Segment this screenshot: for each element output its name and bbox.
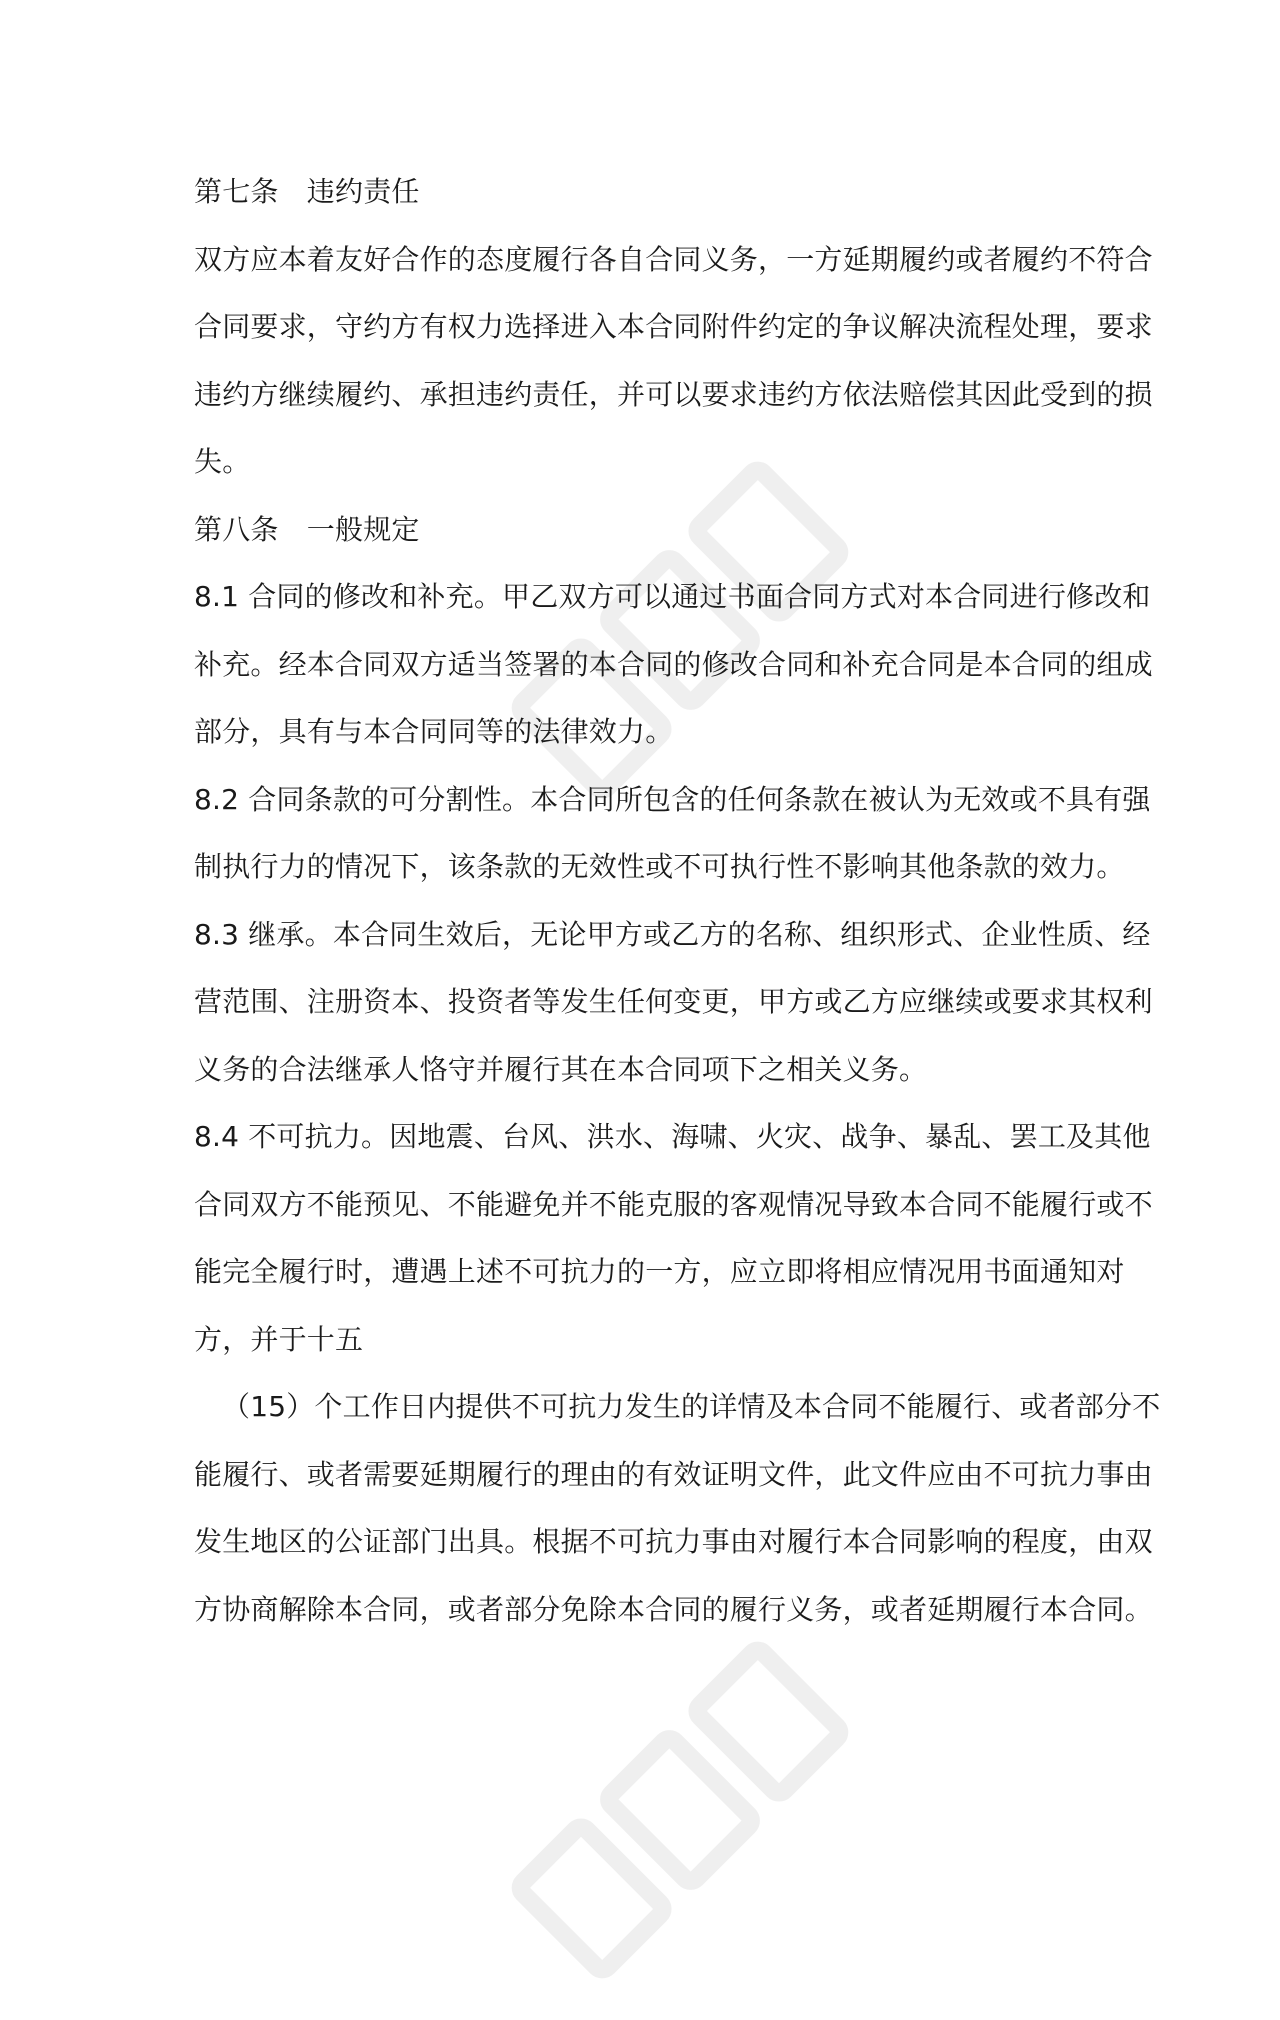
paragraph-line: 发生地区的公证部门出具。根据不可抗力事由对履行本合同影响的程度，由双 [194,1525,1153,1558]
paragraph-line: 制执行力的情况下，该条款的无效性或不可执行性不影响其他条款的效力。 [194,850,1125,883]
paragraph-line: 合同双方不能预见、不能避免并不能克服的客观情况导致本合同不能履行或不 [194,1187,1153,1221]
paragraph-line: 双方应本着友好合作的态度履行各自合同义务，一方延期履约或者履约不符合 [194,242,1153,276]
paragraph-line: 方，并于十五 [194,1322,364,1356]
paragraph-line: 能完全履行时，遭遇上述不可抗力的一方，应立即将相应情况用书面通知对 [194,1255,1125,1288]
paragraph-line: 8.1 合同的修改和补充。甲乙双方可以通过书面合同方式对本合同进行修改和 [194,580,1151,613]
paragraph-line: （15）个工作日内提供不可抗力发生的详情及本合同不能履行、或者部分不 [222,1390,1161,1423]
document-body [194,158,1161,1643]
section-heading-8: 第八条 一般规定 [194,512,420,546]
paragraph-line: 8.2 合同条款的可分割性。本合同所包含的任何条款在被认为无效或不具有强 [194,782,1151,816]
paragraph-line: 8.4 不可抗力。因地震、台风、洪水、海啸、火灾、战争、暴乱、罢工及其他 [194,1120,1151,1153]
paragraph-line: 方协商解除本合同，或者部分免除本合同的履行义务，或者延期履行本合同。 [194,1592,1153,1626]
paragraph-line: 义务的合法继承人恪守并履行其在本合同项下之相关义务。 [194,1052,928,1086]
paragraph-line: 补充。经本合同双方适当签署的本合同的修改合同和补充合同是本合同的组成 [194,647,1153,681]
watermark-logo-icon [470,1600,890,2020]
paragraph-line: 部分，具有与本合同同等的法律效力。 [194,715,674,748]
paragraph-line: 8.3 继承。本合同生效后，无论甲方或乙方的名称、组织形式、企业性质、经 [194,917,1151,951]
paragraph-line: 违约方继续履约、承担违约责任，并可以要求违约方依法赔偿其因此受到的损 [194,377,1153,411]
paragraph-line: 合同要求，守约方有权力选择进入本合同附件约定的争议解决流程处理，要求 [194,310,1153,343]
paragraph-line: 营范围、注册资本、投资者等发生任何变更，甲方或乙方应继续或要求其权利 [194,985,1153,1018]
section-heading-7: 第七条 违约责任 [194,175,420,208]
paragraph-line: 能履行、或者需要延期履行的理由的有效证明文件，此文件应由不可抗力事由 [194,1457,1153,1491]
paragraph-line: 失。 [194,445,251,478]
